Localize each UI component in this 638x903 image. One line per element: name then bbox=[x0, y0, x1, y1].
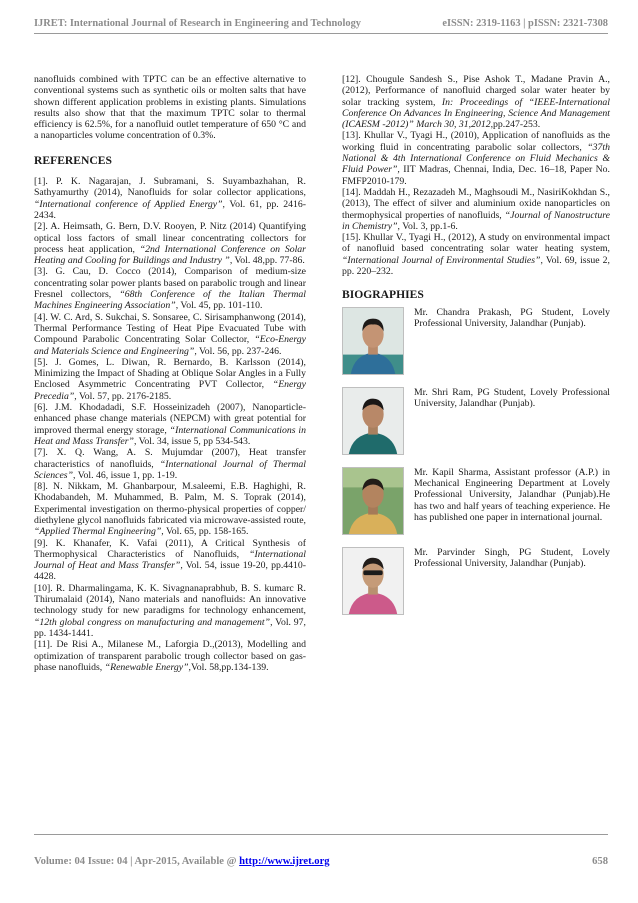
footer-volume: Volume: 04 Issue: 04 | Apr-2015, Available @ http://www.ijret.org bbox=[34, 855, 330, 867]
reference-item: [9]. K. Khanafer, K. Vafai (2011), A Critical Synthesis of Thermophysical Characteristics of Nanofluids, “International Journal of Heat and Mass Transfer”, Vol. 54, issue 19-20, pp.4410-4428. bbox=[34, 537, 306, 583]
author-photo bbox=[342, 547, 404, 615]
reference-item: [11]. De Risi A., Milanese M., Laforgia D.,(2013), Modelling and optimization of transparent parabolic trough collector based on gas-phase nanofluids, “Renewable Energy”,Vol. 58,pp.134-139. bbox=[34, 639, 306, 673]
biography-entry bbox=[342, 467, 610, 539]
references-heading: REFERENCES bbox=[34, 153, 112, 167]
reference-item: [4]. W. C. Ard, S. Sukchai, S. Sonsaree, C. Sirisamphanwong (2014), Thermal Performance Testing of Heat Pipe Evacuated Tube with Compound Parabolic Concentrating Solar Collector, “Eco-Energy and Materials Science and Engineering”, Vol. 56, pp. 237-246. bbox=[34, 311, 306, 357]
reference-item: [12]. Chougule Sandesh S., Pise Ashok T., Madane Pravin A.,(2012), Performance of nanofluid charged solar water heater by solar tracking system, In: Proceedings of “IEEE-International Conference On Advances In Engineering, Science And Management (ICAESM -2012)” March 30, 31,2012,pp.247-253. bbox=[342, 74, 610, 131]
reference-item: [8]. N. Nikkam, M. Ghanbarpour, M.saleemi, E.B. Haghighi, R. Khodabandeh, M. Muhammed, B. Palm, M. S. Toprak (2014), Experimental investigation on thermo-physical properties of copper/ diethylene glycol nanofluids fabricated via microwave-assisted route, “Applied Thermal Engineering”, Vol. 65, pp. 158-165. bbox=[34, 481, 306, 538]
reference-item: [15]. Khullar V., Tyagi H., (2012), A study on environmental impact of nanofluid based concentrating solar water heating system, “International Journal of Environmental Studies”, Vol. 69, issue 2, pp. 220–232. bbox=[342, 232, 610, 278]
page-number: 658 bbox=[592, 855, 608, 867]
reference-item: [13]. Khullar V., Tyagi H., (2010), Application of nanofluids as the working fluid in concentrating parabolic solar collectors, “37th National & 4th International Conference on Fluid Mechanics & Fluid Power”, IIT Madras, Chennai, India, Dec. 16–18, Paper No. FMFP2010-179. bbox=[342, 130, 610, 187]
author-photo bbox=[342, 387, 404, 455]
reference-item: [6]. J.M. Khodadadi, S.F. Hosseinizadeh (2007), Nanoparticle-enhanced phase change materials (NEPCM) with great potential for improved thermal energy storage, “International Communications in Heat and Mass Transfer”, Vol. 34, issue 5, pp 534-543. bbox=[34, 402, 307, 447]
journal-url-link[interactable]: http://www.ijret.org bbox=[239, 855, 330, 867]
biographies-heading: BIOGRAPHIES bbox=[342, 288, 424, 302]
page-footer bbox=[34, 853, 608, 869]
author-photo bbox=[342, 307, 404, 375]
biography-entry bbox=[342, 387, 610, 459]
reference-item: [3]. G. Cau, D. Cocco (2014), Comparison of medium-size concentrating solar power plants based on parabolic trough and linear Fresnel collectors, “68th Conference of the Italian Thermal Machines Engineering Association”, Vol. 45, pp. 101-110. bbox=[34, 266, 307, 312]
left-column bbox=[34, 74, 306, 673]
reference-item: [14]. Maddah H., Rezazadeh M., Maghsoudi M., NasiriKokhdan S., (2013), The effect of silver and aluminium oxide nanoparticles on thermophysical properties of nanofluids, “Journal of Nanostructure in Chemistry”, Vol. 3, pp.1-6. bbox=[342, 186, 610, 232]
reference-item: [10]. R. Dharmalingama, K. K. Sivagnanaprabhub, B. S. kumarc R. Thirumalaid (2014), Nano materials and nanofluids: An innovative technology study for new paradigms for technology enhancement, “12th global congress on manufacturing and management”, Vol. 97, pp. 1434-1441. bbox=[34, 582, 306, 639]
journal-name: IJRET: International Journal of Research in Engineering and Technology bbox=[34, 17, 361, 29]
issn: eISSN: 2319-1163 | pISSN: 2321-7308 bbox=[442, 17, 608, 29]
reference-item: [2]. A. Heimsath, G. Bern, D.V. Rooyen, P. Nitz (2014) Quantifying optical loss factors of small linear concentrating collectors for process heat application, “2nd International Conference on Solar Heating and Cooling for Buildings and Industry ”, Vol. 48,pp. 77-86. bbox=[34, 221, 306, 267]
header-divider bbox=[34, 33, 608, 34]
biography-text: Mr. Kapil Sharma, Assistant professor (A.P.) in Mechanical Engineering Department at Lovely Professional University, Jalandhar (Punjab).He has two and half years of teaching experience. He has published one paper in international journal. bbox=[414, 466, 610, 523]
biography-text: Mr. Parvinder Singh, PG Student, Lovely Professional University, Jalandhar (Punjab). bbox=[414, 546, 610, 569]
biography-text: Mr. Chandra Prakash, PG Student, Lovely Professional University, Jalandhar (Punjab). bbox=[414, 306, 610, 329]
author-photo bbox=[342, 467, 404, 535]
reference-item: [1]. P. K. Nagarajan, J. Subramani, S. Suyambazhahan, R. Sathyamurthy (2014), Nanofluids for solar collector applications, “International conference of Applied Energy”, Vol. 61, pp. 2416-2434. bbox=[34, 176, 306, 221]
reference-item: [5]. J. Gomes, L. Diwan, R. Bernardo, B. Karlsson (2014), Minimizing the Impact of Shading at Oblique Solar Angles in a Fully Enclosed Asymmetric Concentrating PVT Collector, “Energy Precedia”, Vol. 57, pp. 2176-2185. bbox=[34, 356, 306, 402]
footer-divider bbox=[34, 834, 608, 835]
page-header bbox=[34, 14, 608, 32]
biography-entry bbox=[342, 547, 610, 619]
reference-item: [7]. X. Q. Wang, A. S. Mujumdar (2007), Heat transfer characteristics of nanofluids, “International Journal of Thermal Sciences”, Vol. 46, issue 1, pp. 1-19. bbox=[34, 447, 306, 481]
biography-text: Mr. Shri Ram, PG Student, Lovely Professional University, Jalandhar (Punjab). bbox=[414, 386, 610, 409]
intro-paragraph: nanofluids combined with TPTC can be an effective alternative to conventional systems such as synthetic oils or molten salts that have shown different application problems in existing plants. Simulations results also show that that the maximum TPTC solar to thermal efficiency is 62.5%, for a nanofluid outlet temperature of 650 °C and a nanoparticles volume concentration of 0.3%. bbox=[34, 74, 306, 142]
right-column bbox=[342, 74, 610, 627]
biography-entry bbox=[342, 307, 610, 379]
